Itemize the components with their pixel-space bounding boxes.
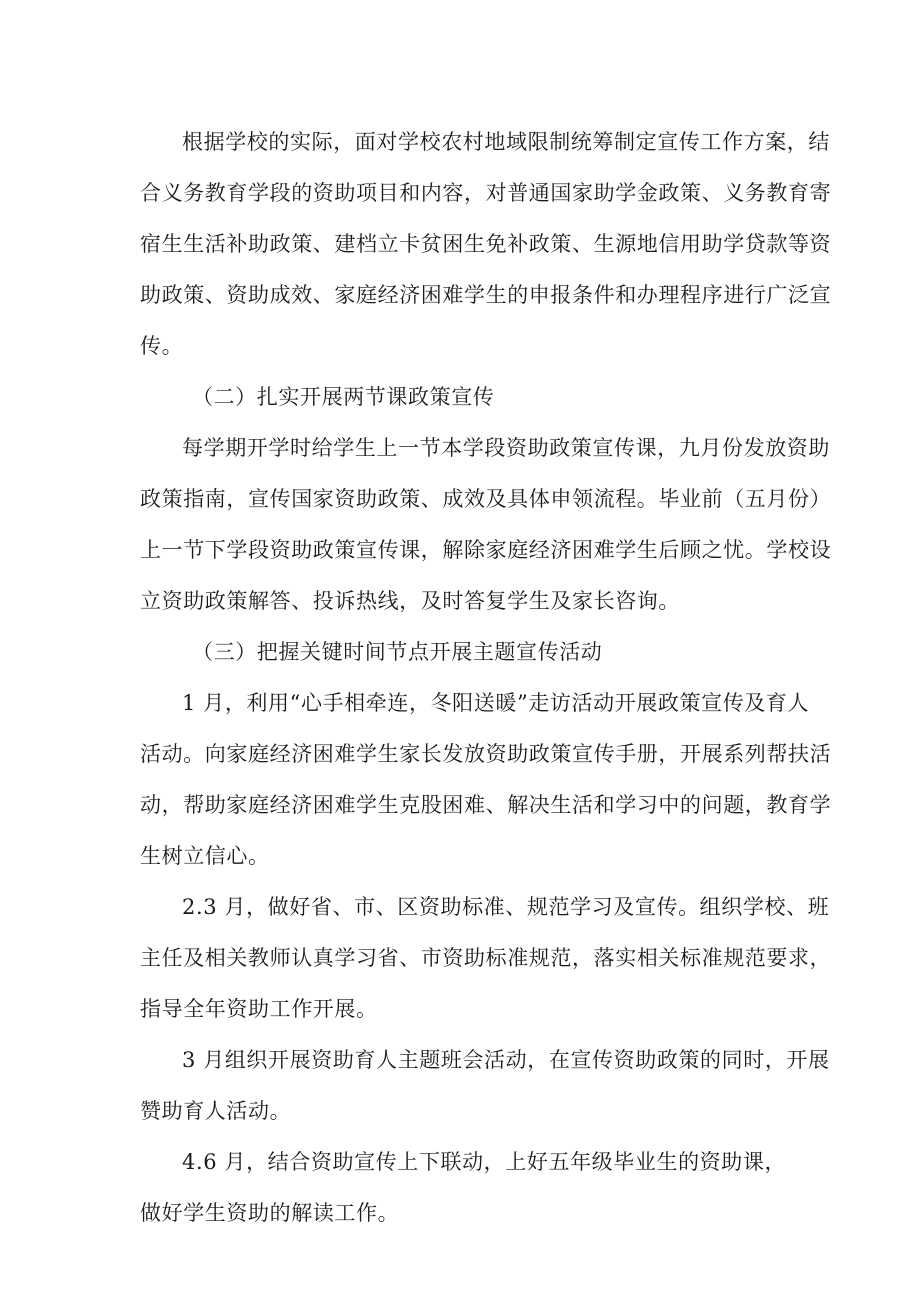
paragraph-6-line-2: 做好学生资助的解读工作。 bbox=[140, 1201, 400, 1225]
paragraph-1-line-3: 宿生生活补助政策、建档立卡贫困生免补政策、生源地信用助学贷款等资 bbox=[140, 232, 832, 256]
section-heading-3: （三）把握关键时间节点开展主题宣传活动 bbox=[192, 640, 603, 664]
paragraph-2-line-1: 每学期开学时给学生上一节本学段资助政策宣传课，九月份发放资助 bbox=[182, 436, 830, 460]
paragraph-1-line-1: 根据学校的实际，面对学校农村地域限制统筹制定宣传工作方案，结 bbox=[182, 130, 830, 154]
paragraph-4-line-2: 主任及相关教师认真学习省、市资助标准规范，落实相关标准规范要求， bbox=[140, 946, 832, 970]
section-heading-2: （二）扎实开展两节课政策宣传 bbox=[192, 385, 495, 409]
paragraph-3-line-2: 活动。向家庭经济困难学生家长发放资助政策宣传手册，开展系列帮扶活 bbox=[140, 742, 832, 766]
paragraph-5-line-1: 3 月组织开展资助育人主题班会活动，在宣传资助政策的同时，开展 bbox=[182, 1048, 830, 1072]
paragraph-1-line-2: 合义务教育学段的资助项目和内容，对普通国家助学金政策、义务教育寄 bbox=[140, 181, 832, 205]
paragraph-1-line-5: 传。 bbox=[140, 334, 184, 358]
paragraph-4-line-1: 2.3 月，做好省、市、区资助标准、规范学习及宣传。组织学校、班 bbox=[182, 895, 830, 919]
paragraph-2-line-4: 立资助政策解答、投诉热线，及时答复学生及家长咨询。 bbox=[140, 589, 680, 613]
paragraph-3-line-3: 动，帮助家庭经济困难学生克股困难、解决生活和学习中的问题，教育学 bbox=[140, 793, 832, 817]
paragraph-2-line-3: 上一节下学段资助政策宣传课，解除家庭经济困难学生后顾之忧。学校设 bbox=[140, 538, 832, 562]
paragraph-6-line-1: 4.6 月，结合资助宣传上下联动，上好五年级毕业生的资助课， bbox=[182, 1150, 787, 1174]
paragraph-5-line-2: 赞助育人活动。 bbox=[140, 1099, 292, 1123]
paragraph-1-line-4: 助政策、资助成效、家庭经济困难学生的申报条件和办理程序进行广泛宣 bbox=[140, 283, 832, 307]
paragraph-3-line-1: 1 月，利用“心手相牵连，冬阳送暖”走访活动开展政策宣传及育人 bbox=[182, 691, 810, 715]
paragraph-3-line-4: 生树立信心。 bbox=[140, 844, 270, 868]
paragraph-2-line-2: 政策指南，宣传国家资助政策、成效及具体申领流程。毕业前（五月份） bbox=[140, 487, 832, 511]
paragraph-4-line-3: 指导全年资助工作开展。 bbox=[140, 997, 378, 1021]
